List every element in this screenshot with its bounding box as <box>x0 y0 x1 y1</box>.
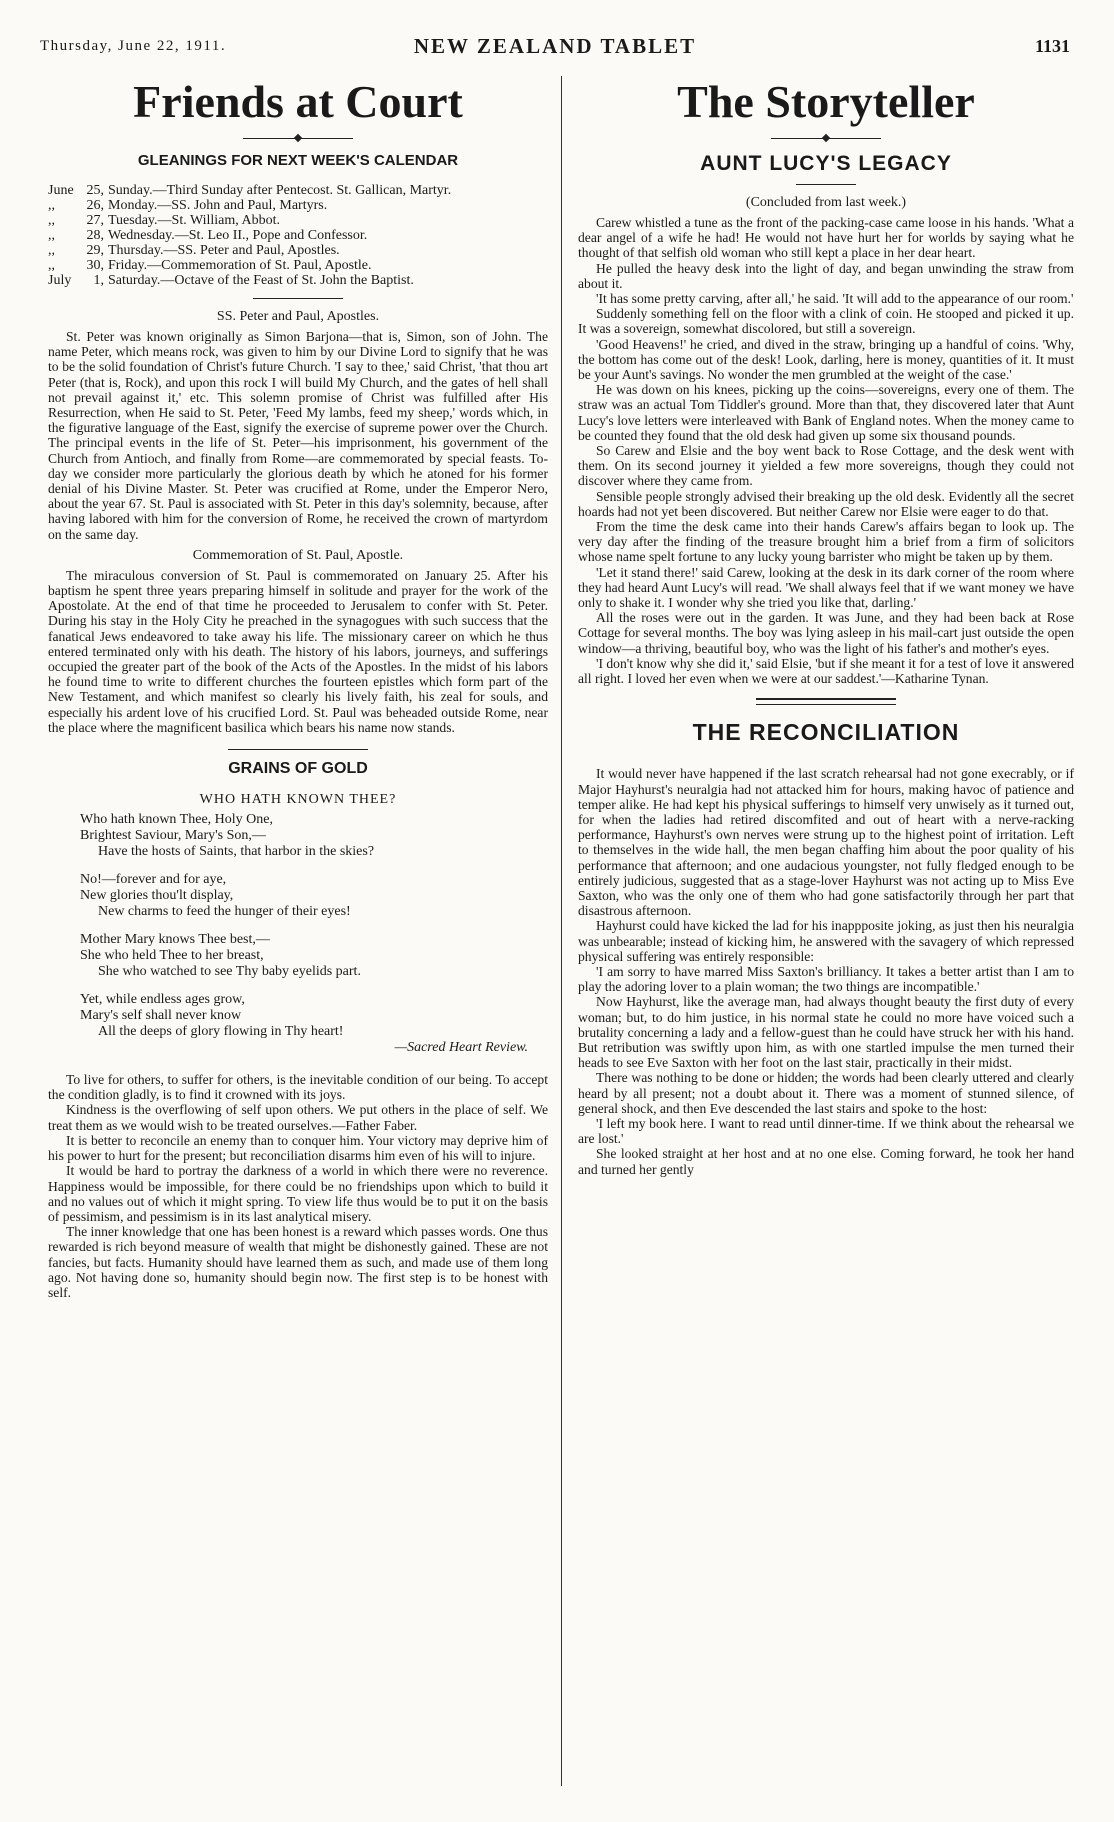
paragraph: He was down on his knees, picking up the coins—sovereigns, every one of them. The straw was an actual Tom Tiddler's ground. More than that, they discovered later that Aunt Lucy's love letters were interleaved with Bank of England notes. When the money came to be counted they found that the old desk had given up some six thousand pounds. <box>578 382 1074 443</box>
poem-line: Who hath known Thee, Holy One, <box>80 812 273 828</box>
paragraph: It is better to reconcile an enemy than to conquer him. Your victory may deprive him of his power to hurt for the present; but reconciliation disarms him even of his will to injure. <box>48 1132 548 1164</box>
calendar-text: Wednesday.—St. Leo II., Pope and Confessor. <box>108 228 368 243</box>
poem-stanza <box>80 812 548 860</box>
calendar-day: 1, <box>93 273 104 288</box>
paragraph: 'It has some pretty carving, after all,' he said. 'It will add to the appearance of our room.' <box>596 291 1074 307</box>
calendar-month: ,, <box>48 243 55 258</box>
paragraph: To live for others, to suffer for others, is the inevitable condition of our being. To accept the condition gladly, is to find it crowned with its joys. <box>48 1072 548 1103</box>
calendar-row <box>48 273 548 288</box>
poem-attribution: —Sacred Heart Review. <box>394 1040 528 1056</box>
calendar-day: 27, <box>86 213 104 228</box>
poem-line: She who watched to see Thy baby eyelids part. <box>98 964 361 980</box>
paragraph: 'Good Heavens!' he cried, and dived in the straw, bringing up a handful of coins. 'Why, the bottom has come out of the desk! Look, darling, here is money, quantities of it. It must be your Aunt's savings. No wonder the men grumbled at the weight of the case.' <box>578 336 1074 383</box>
section-rule <box>228 749 368 750</box>
poem-stanza <box>80 932 548 980</box>
calendar-day: 25, <box>86 183 104 198</box>
right-column <box>578 76 1074 1177</box>
calendar-heading: GLEANINGS FOR NEXT WEEK'S CALENDAR <box>137 152 459 169</box>
paragraph: Carew whistled a tune as the front of the packing-case came loose in his hands. 'What a dear angel of a wife he had! He would not have hurt her for worlds by saying what he thought of that selfish old woman who still kept a place in her dear heart. <box>578 215 1074 261</box>
calendar-text: Monday.—SS. John and Paul, Martyrs. <box>108 198 328 213</box>
paragraph: 'I am sorry to have marred Miss Saxton's brilliancy. It takes a better artist than I am to play the adoring lover to a plain woman; the two things are incompatible.' <box>578 963 1074 995</box>
calendar-row <box>48 243 548 258</box>
calendar-text: Friday.—Commemoration of St. Paul, Apostle. <box>108 258 372 273</box>
peter-paul-text: St. Peter was known originally as Simon Barjona—that is, Simon, son of John. The name Peter, which means rock, was given to him by our Divine Lord to signify that he was to be the solid foundation of Christ's future Church. 'I say to thee,' said Christ, 'that thou art Peter (that is, Rock), and upon this rock I will build My Church, and the gates of hell shall not prevail against it,' etc. This solemn promise of Christ was fulfilled after His Resurrection, when He said to St. Peter, 'Feed My lambs, feed my sheep,' words which, in the figurative language of the East, signify the exercise of supreme power over the Church. The principal events in the life of St. Peter—his imprisonment, his government of the Church from Antioch, and finally from Rome—are commemorated by special feasts. To-day we consider more particularly the glorious death by which he atoned for his former denial of his Divine Master. St. Peter was crucified at Rome, under the Emperor Nero, about the year 67. St. Paul is associated with St. Peter in this day's solemnity, because, after having labored with him for the conversion of Rome, he received the crown of martyrdom on the same day. <box>48 329 548 542</box>
friends-at-court-title: Friends at Court <box>133 76 463 127</box>
poem-line: No!—forever and for aye, <box>80 872 227 888</box>
calendar-text: Saturday.—Octave of the Feast of St. John the Baptist. <box>108 273 414 288</box>
calendar-month: ,, <box>48 198 55 213</box>
paragraph: Suddenly something fell on the floor with a clink of coin. He stooped and picked it up. It was a sovereign, somewhat discolored, but still a sovereign. <box>578 306 1074 337</box>
issue-date: Thursday, June 22, 1911. <box>40 38 227 54</box>
calendar-day: 26, <box>86 198 104 213</box>
story-note: (Concluded from last week.) <box>745 195 907 210</box>
paragraph: He pulled the heavy desk into the light of day, and began unwinding the straw from about it. <box>578 260 1074 291</box>
story-text <box>578 215 1074 686</box>
calendar-text: Tuesday.—St. William, Abbot. <box>108 213 280 228</box>
grains-heading: GRAINS OF GOLD <box>228 760 368 778</box>
calendar-row <box>48 198 548 213</box>
paragraph: All the roses were out in the garden. It was June, and they had been back at Rose Cottage for several months. The boy was lying asleep in his mail-cart just outside the open window—a thriving, beautiful boy, who was the light of his father's and mother's eyes. <box>578 610 1074 656</box>
calendar-day: 28, <box>86 228 104 243</box>
paragraph: There was nothing to be done or hidden; the words had been clearly uttered and clearly heard by all present; not a doubt about it. There was a moment of stunned silence, of general shock, and then Eve descended the last stairs and spoke to the host: <box>578 1070 1074 1116</box>
storyteller-title: The Storyteller <box>677 76 975 127</box>
peter-paul-title: SS. Peter and Paul, Apostles. <box>216 309 380 324</box>
calendar-month: ,, <box>48 228 55 243</box>
column-divider <box>561 76 562 1786</box>
reconciliation-text <box>578 766 1074 1176</box>
page-header <box>40 34 1070 64</box>
paragraph: Now Hayhurst, like the average man, had always thought beauty the first duty of every woman; but, to do him justice, in his normal state he could no more have voiced such a brutality concerning a lady and a fellow-guest than he could have struck her with his hand. But retribution was swiftly upon him, as with one startled impulse the men turned their heads to see Eve Saxton with her foot on the last stair, practically in their midst. <box>578 994 1074 1071</box>
calendar-row <box>48 183 548 198</box>
short-rule <box>253 298 343 299</box>
calendar-month: June <box>48 183 74 198</box>
poem-line: New charms to feed the hunger of their eyes! <box>98 904 351 920</box>
commemoration-title: Commemoration of St. Paul, Apostle. <box>192 547 404 563</box>
calendar-text: Sunday.—Third Sunday after Pentecost. St. Gallican, Martyr. <box>108 183 452 198</box>
calendar-row <box>48 258 548 273</box>
poem-stanza <box>80 992 548 1040</box>
commemoration-text: The miraculous conversion of St. Paul is commemorated on January 25. After his baptism he spent three years preparing himself in solitude and prayer for the work of the Apostolate. At the end of that time he proceeded to Jerusalem to confer with St. Peter. During his stay in the Holy City he preached in the synagogues with such success that the fanatical Jews endeavored to take away his life. The missionary career on which he thus entered terminated only with his death. The history of his labors, journeys, and sufferings occupied the greater part of the book of the Acts of the Apostles. In the midst of his labors he found time to write to different churches the fourteen epistles which form part of the New Testament, and which manifest so clearly his lively faith, his zeal for souls, and especially his ardent love of his crucified Lord. St. Paul was beheaded outside Rome, near the place where the magnificent basilica which bears his name now stands. <box>48 567 548 735</box>
poem-line: Mother Mary knows Thee best,— <box>80 932 270 948</box>
maxims <box>48 1072 548 1300</box>
poem-line: All the deeps of glory flowing in Thy heart! <box>98 1024 344 1040</box>
poem-line: She who held Thee to her breast, <box>80 948 264 964</box>
page-number: 1131 <box>1034 36 1070 56</box>
calendar-row <box>48 228 548 243</box>
calendar-day: 29, <box>86 243 104 258</box>
poem <box>48 812 548 1040</box>
paragraph: She looked straight at her host and at no one else. Coming forward, he took her hand and turned her gently <box>578 1146 1074 1177</box>
poem-line: Mary's self shall never know <box>80 1008 242 1024</box>
ornament-divider <box>771 136 881 142</box>
calendar-day: 30, <box>86 258 104 273</box>
poem-title: WHO HATH KNOWN THEE? <box>199 792 397 808</box>
poem-line: Brightest Saviour, Mary's Son,— <box>80 828 266 844</box>
ornament-divider <box>243 136 353 142</box>
double-rule <box>756 698 896 705</box>
paragraph: 'I don't know why she did it,' said Elsie, 'but if she meant it for a test of love it answered all right. I loved her even when we were at our saddest.'—Katharine Tynan. <box>578 655 1074 687</box>
calendar-list <box>48 183 548 288</box>
paragraph: Sensible people strongly advised their breaking up the old desk. Evidently all the secret hoards had not yet been discovered. But neither Carew nor Elsie were eager to do that. <box>578 488 1074 519</box>
poem-line: Yet, while endless ages grow, <box>80 992 245 1008</box>
paragraph: It would be hard to portray the darkness of a world in which there were no reverence. Happiness would be impossible, for there could be no friendships upon which to build it and no values out of which it might spring. To view life thus would be to put it on the basis of pessimism, and pessimism is in its last analytical misery. <box>48 1163 548 1224</box>
paragraph: 'Let it stand there!' said Carew, looking at the desk in its dark corner of the room where they had heard Aunt Lucy's will read. 'We shall always feel that if we want money we have only to shake it. I wonder why she tried you like that, darling.' <box>578 564 1074 611</box>
paragraph: From the time the desk came into their hands Carew's affairs began to look up. The very day after the finding of the treasure brought him a brief from a firm of solicitors whose name spelt fortune to any lucky young barrister who might be taken up by them. <box>578 519 1074 565</box>
reconciliation-heading: THE RECONCILIATION <box>692 719 960 746</box>
paragraph: The inner knowledge that one has been honest is a reward which passes words. One thus rewarded is rich beyond measure of wealth that might be dishonestly gained. These are not fancies, but facts. Humanity should have learned them as such, and made use of them long ago. Not having done so, humanity should begin now. The first step is to be honest with self. <box>48 1224 548 1300</box>
poem-line: New glories thou'lt display, <box>80 888 234 904</box>
poem-line: Have the hosts of Saints, that harbor in the skies? <box>98 844 375 860</box>
paragraph: 'I left my book here. I want to read until dinner-time. If we think about the rehearsal we are lost.' <box>578 1115 1074 1147</box>
calendar-month: July <box>48 273 72 288</box>
short-rule <box>796 184 856 185</box>
story-heading: AUNT LUCY'S LEGACY <box>700 152 952 175</box>
left-column <box>48 76 548 1300</box>
paragraph: Kindness is the overflowing of self upon others. We put others in the place of self. We treat them as we would wish to be treated ourselves.—Father Faber. <box>48 1102 548 1133</box>
paragraph: So Carew and Elsie and the boy went back to Rose Cottage, and the desk went with them. On its second journey it yielded a few more sovereigns, though they could not discover where they came from. <box>578 443 1074 489</box>
calendar-text: Thursday.—SS. Peter and Paul, Apostles. <box>108 243 340 258</box>
poem-stanza <box>80 872 548 920</box>
paragraph: Hayhurst could have kicked the lad for his inappposite joking, as just then his neuralgia was unbearable; instead of kicking him, he answered with the savagery of which repressed physical suffering was entirely responsible: <box>578 918 1074 964</box>
calendar-row <box>48 213 548 228</box>
masthead: NEW ZEALAND TABLET <box>413 34 697 58</box>
calendar-month: ,, <box>48 213 55 228</box>
calendar-month: ,, <box>48 258 55 273</box>
paragraph: It would never have happened if the last scratch rehearsal had not gone execrably, or if Major Hayhurst's neuralgia had not attacked him for hours, making havoc of patience and temper alike. He had kept his physical sufferings to himself very unwisely as it turned out, for when the ladies had retired discomfited and out of heart with a nerve-racking performance, Hayhurst's own nerves were strung up to the highest point of irritation. Left to themselves in the wide hall, the men began chaffing him about the poor quality of his performance that afternoon; and one audacious youngster, not fully fledged enough to be entirely judicious, suggested that as a stage-lover Hayhurst was not acting up to Miss Eve Saxton, who was the only one of them who had gone satisfactorily through her part that disastrous afternoon. <box>578 766 1074 919</box>
